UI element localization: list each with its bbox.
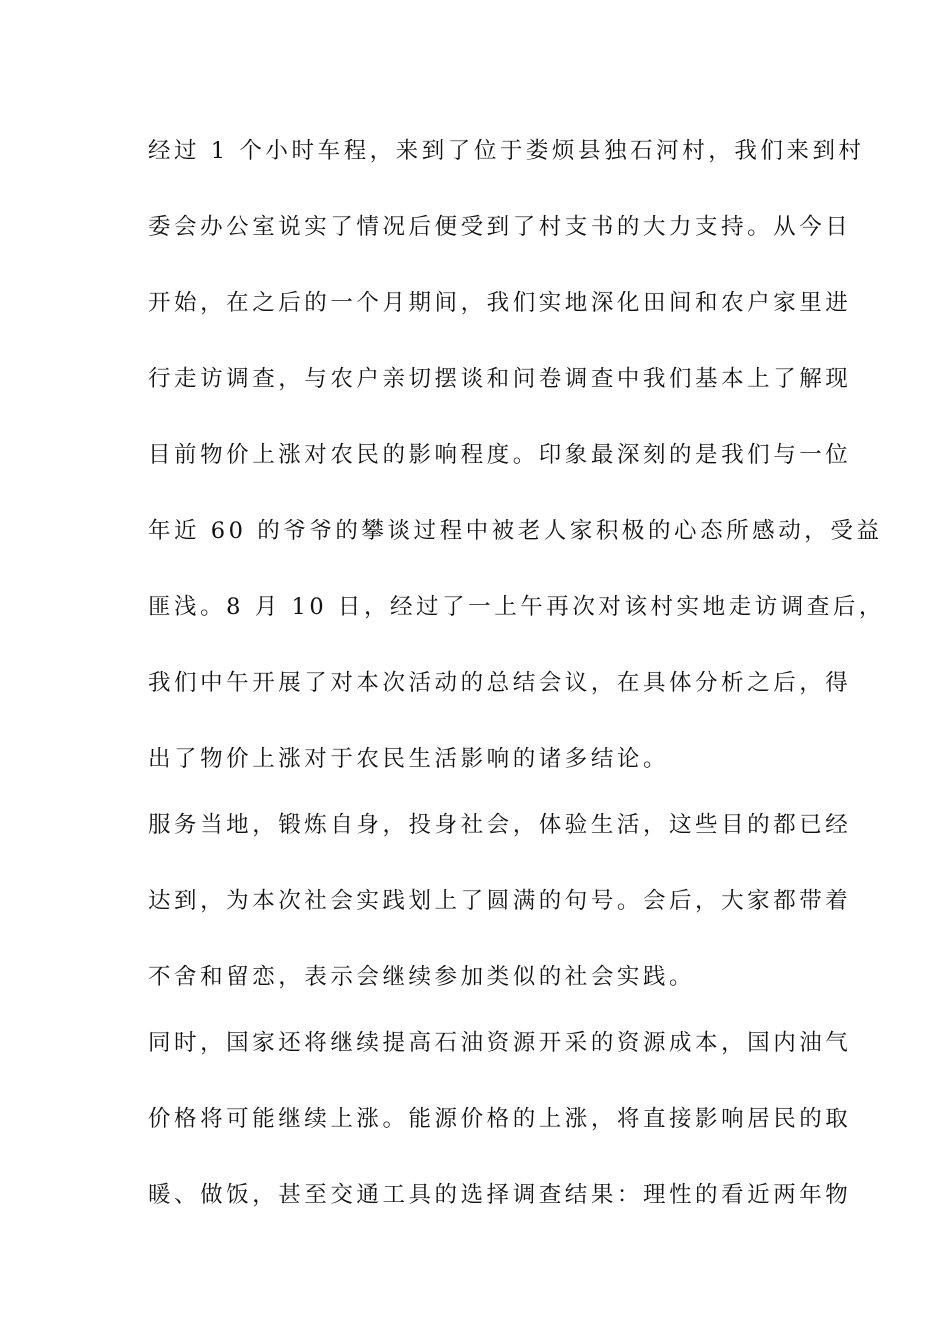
text-line: 出了物价上涨对于农民生活影响的诸多结论。 [148, 746, 670, 772]
text-line: 经过 1 个小时车程，来到了位于娄烦县独石河村，我们来到村 [148, 138, 865, 164]
text-line: 年近 60 的爷爷的攀谈过程中被老人家积极的心态所感动，受益 [148, 518, 883, 544]
text-line: 同时，国家还将继续提高石油资源开采的资源成本，国内油气 [148, 1030, 852, 1056]
text-line: 价格将可能继续上涨。能源价格的上涨，将直接影响居民的取 [148, 1106, 852, 1132]
text-line: 达到，为本次社会实践划上了圆满的句号。会后，大家都带着 [148, 888, 852, 914]
text-line: 行走访调查，与农户亲切摆谈和问卷调查中我们基本上了解现 [148, 366, 852, 392]
text-line: 我们中午开展了对本次活动的总结会议，在具体分析之后，得 [148, 670, 852, 696]
text-line: 匪浅。8 月 10 日，经过了一上午再次对该村实地走访调查后， [148, 594, 885, 620]
text-line: 服务当地，锻炼自身，投身社会，体验生活，这些目的都已经 [148, 812, 852, 838]
text-line: 不舍和留恋，表示会继续参加类似的社会实践。 [148, 964, 696, 990]
text-line: 委会办公室说实了情况后便受到了村支书的大力支持。从今日 [148, 214, 852, 240]
text-line: 目前物价上涨对农民的影响程度。印象最深刻的是我们与一位 [148, 442, 852, 468]
text-line: 开始，在之后的一个月期间，我们实地深化田间和农户家里进 [148, 290, 852, 316]
text-line: 暖、做饭，甚至交通工具的选择调查结果：理性的看近两年物 [148, 1182, 852, 1208]
